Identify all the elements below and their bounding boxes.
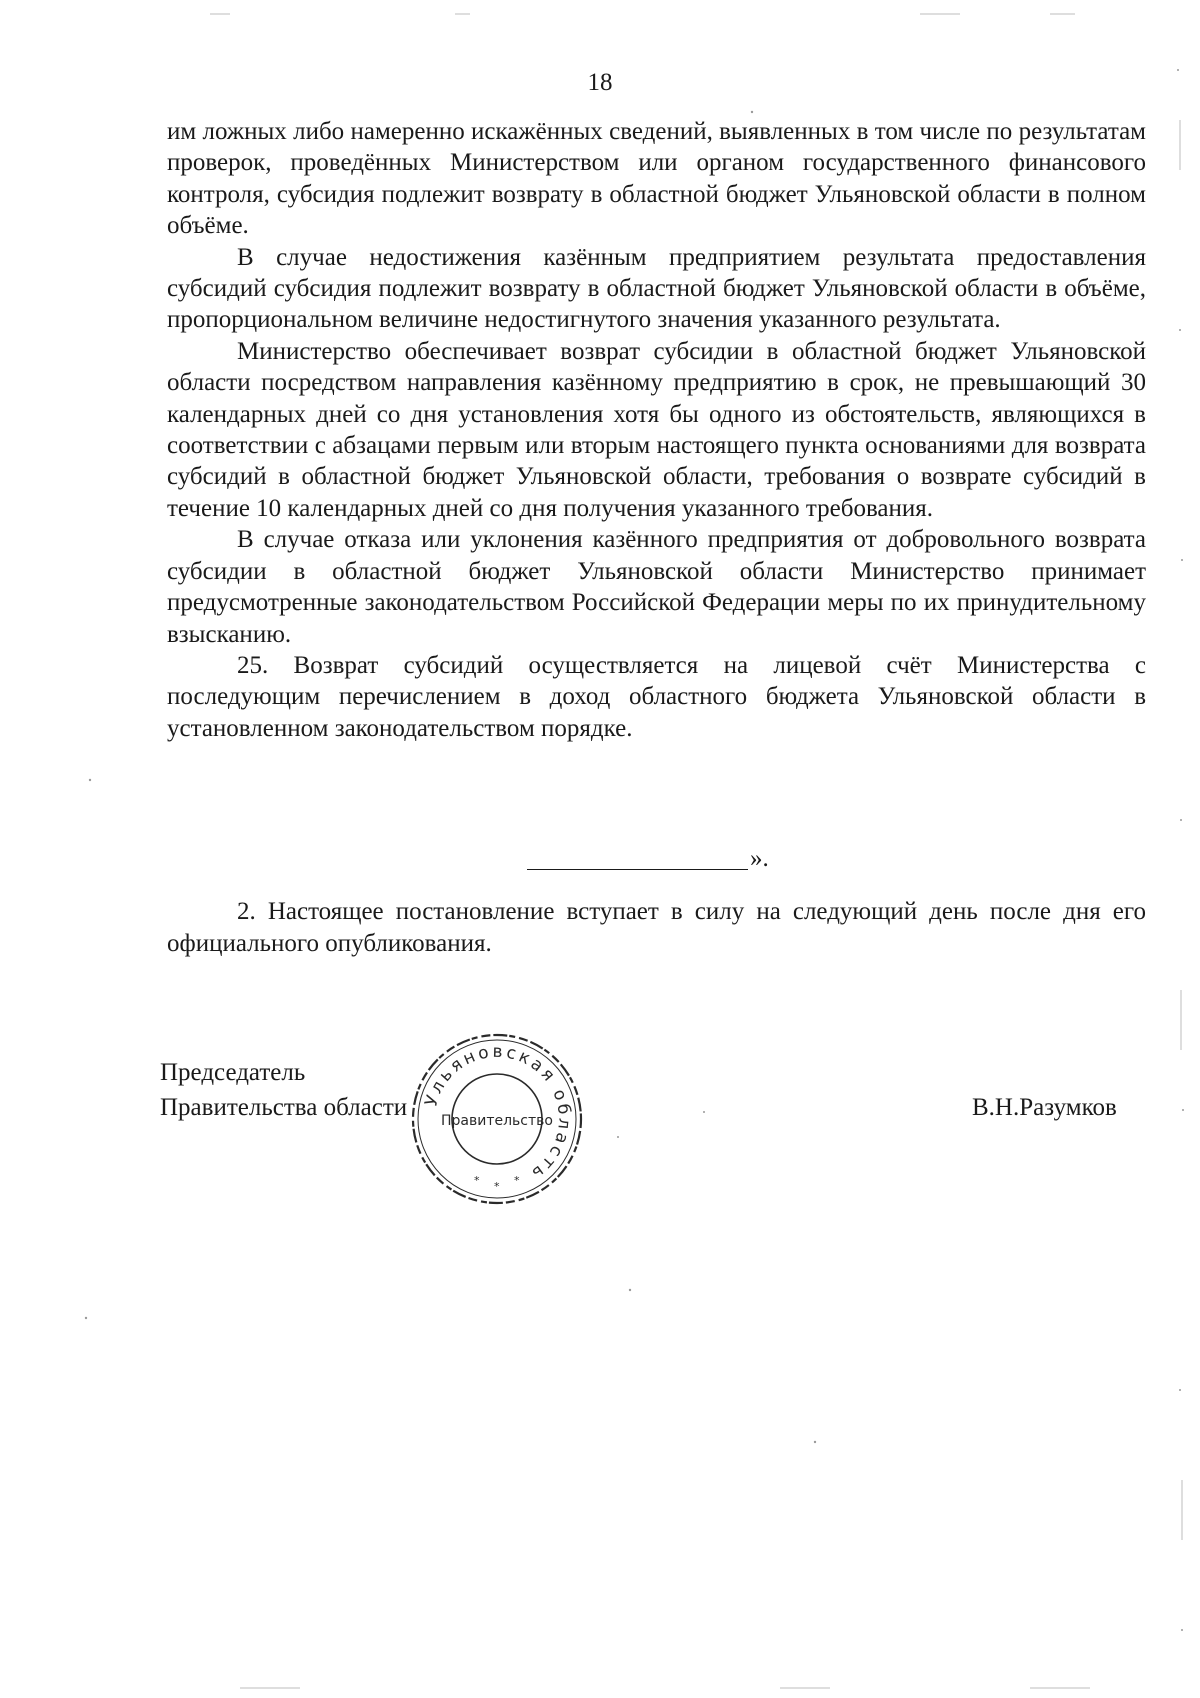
paragraph-enforced-recovery: В случае отказа или уклонения казённого предприятия от добровольного возврата субсидии в областной бюджет Ульяновской области Министерство принимает предусмотренные законодательством Российской Федерации меры по их принудительному взысканию.	[167, 526, 1146, 648]
paragraph-item-25: 25. Возврат субсидий осуществляется на лицевой счёт Министерства с последующим перечислением в доход областного бюджета Ульяновской области в установленном законодательством порядке.	[167, 651, 1146, 742]
page-number: 18	[587, 69, 613, 96]
svg-text:*: *	[494, 1180, 500, 1193]
document-body	[167, 116, 1146, 744]
seal-ring-text: Ульяновская область	[421, 1041, 575, 1185]
seal-center-text: Правительство	[441, 1113, 553, 1129]
paragraph-shortfall-refund: В случае недостижения казённым предприятием результата предоставления субсидий субсидия подлежит возврату в областной бюджет Ульяновской области в объёме, пропорциональном величине недостигнутого значения указанного результата.	[167, 243, 1146, 334]
official-seal-graphic	[408, 1030, 586, 1208]
signature-title	[160, 1055, 407, 1125]
svg-text:*: *	[474, 1174, 480, 1187]
paragraph-refund-procedure: Министерство обеспечивает возврат субсидии в областной бюджет Ульяновской области посредством направления казённому предприятию в срок, не превышающий 30 календарных дней со дня установления хотя бы одного из обстоятельств, являющихся в соответствии с абзацами первым или вторым настоящего пункта основаниями для возврата субсидий в областной бюджет Ульяновской области, требования о возврате субсидий в течение 10 календарных дней со дня получения указанного требования.	[167, 337, 1146, 522]
svg-text:*: *	[514, 1174, 520, 1187]
signature-title-line1: Председатель	[160, 1059, 306, 1086]
signature-title-line2: Правительства области	[160, 1094, 408, 1121]
official-seal	[408, 1030, 586, 1208]
signer-name: В.Н.Разумков	[972, 1094, 1117, 1121]
closing-quote: ».	[750, 845, 769, 872]
paragraph-continuation: им ложных либо намеренно искажённых сведений, выявленных в том числе по результатам проверок, проведённых Министерством или органом государственного финансового контроля, субсидия подлежит возврату в областной бюджет Ульяновской области в полном объёме.	[167, 118, 1146, 240]
paragraph-item-2: 2. Настоящее постановление вступает в силу на следующий день после дня его официального опубликования.	[167, 898, 1146, 957]
closing-underline	[527, 869, 748, 870]
